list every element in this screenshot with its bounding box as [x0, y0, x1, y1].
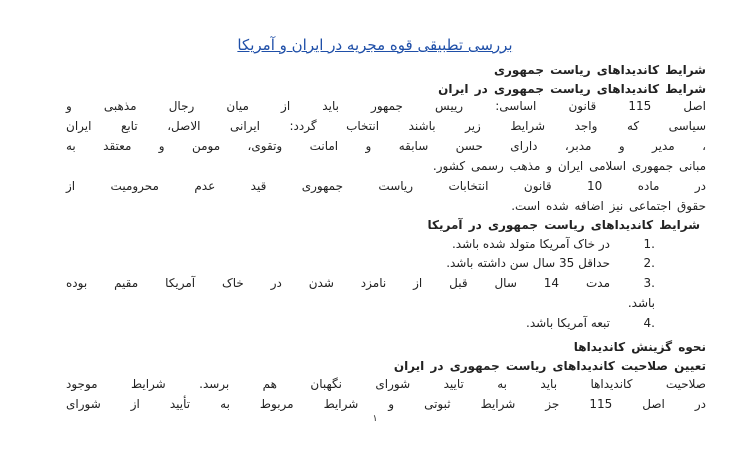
- heading-conditions-iran: شرایط کاندیداهای ریاست جمهوری در ایران: [438, 82, 706, 96]
- list-item: مدت 14 سال قبل از نامزد شدن در خاک آمریکا مقیم بوده: [66, 276, 611, 290]
- list-item: تبعه آمریکا باشد.: [526, 316, 610, 330]
- list-item: حداقل 35 سال سن داشته باشد.: [446, 256, 610, 270]
- list-item-continuation: باشد.: [627, 296, 655, 310]
- paragraph-line: صلاحیت کاندیداها باید به تایید شورای نگهبان هم برسد. شرایط موجود: [66, 377, 706, 391]
- heading-qualification-iran: تعیین صلاحیت کاندیداهای ریاست جمهوری در ایران: [393, 359, 706, 373]
- heading-selection: نحوه گزینش کاندیداها: [573, 340, 706, 354]
- document-title[interactable]: بررسی تطبیقی قوه مجریه در ایران و آمریکا: [237, 36, 513, 54]
- list-number: .3: [643, 276, 655, 290]
- heading-conditions-usa: شرایط کاندیداهای ریاست جمهوری در آمریکا: [427, 218, 700, 232]
- heading-conditions: شرایط کاندیداهای ریاست جمهوری: [493, 63, 706, 77]
- list-number: .1: [643, 237, 655, 251]
- list-number: .4: [643, 316, 655, 330]
- paragraph-line: سیاسی که واجد شرایط زیر باشند انتخاب گردد: ایرانی الاصل، تابع ایران: [66, 119, 706, 133]
- paragraph-line: در اصل 115 جز شرایط ثبوتی و شرایط مربوط به تأیید از شورای: [66, 397, 706, 411]
- paragraph-line: مبانی جمهوری اسلامی ایران و مذهب رسمی کشور.: [432, 159, 706, 173]
- page-number: ۱: [372, 414, 378, 424]
- list-item: در خاک آمریکا متولد شده باشد.: [451, 237, 610, 251]
- paragraph-line: اصل 115 قانون اساسی: رییس جمهور باید از میان رجال مذهبی و: [66, 99, 706, 113]
- list-number: .2: [643, 256, 655, 270]
- paragraph-line: در ماده 10 قانون انتخابات ریاست جمهوری قید عدم محرومیت از: [66, 179, 707, 193]
- paragraph-line: حقوق اجتماعی نیز اضافه شده است.: [511, 199, 706, 213]
- paragraph-line: ، مدیر و مدبر، دارای حسن سابقه و امانت وتقوی، مومن و معتقد به: [66, 139, 706, 153]
